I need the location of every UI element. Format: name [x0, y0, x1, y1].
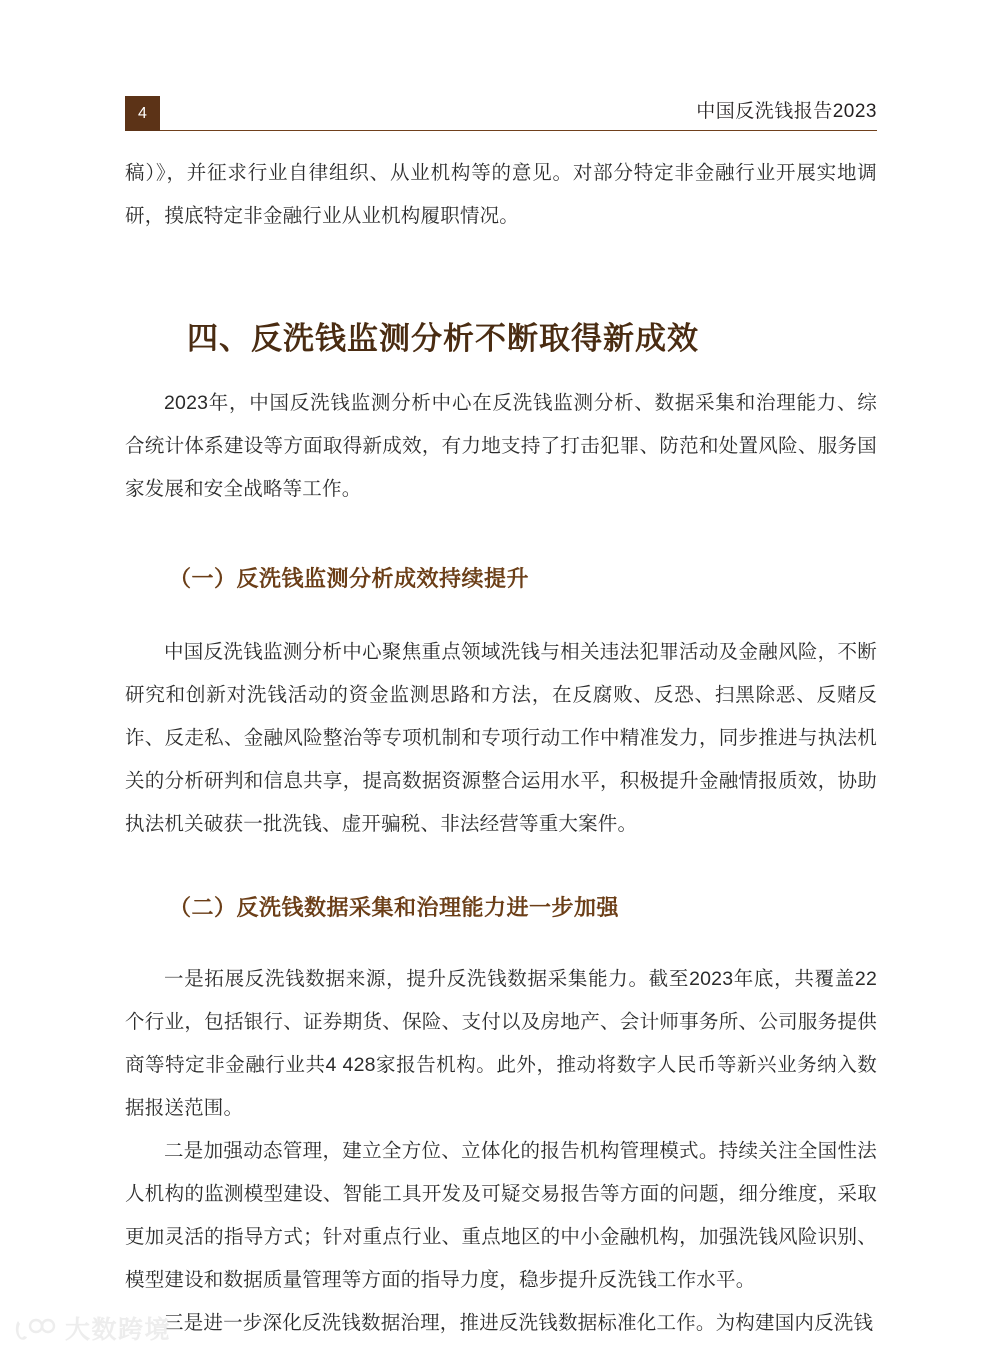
- subsection-title-one: （一）反洗钱监测分析成效持续提升: [169, 566, 530, 591]
- subsection-one-paragraph-1: 中国反洗钱监测分析中心聚焦重点领域洗钱与相关违法犯罪活动及金融风险，不断研究和创新对洗钱活动的资金监测思路和方法，在反腐败、反恐、扫黑除恶、反赌反诈、反走私、金融风险整治等专项机制和专项行动工作中精准发力，同步推进与执法机关的分析研判和信息共享，提高数据资源整合运用水平，积极提升金融情报质效，协助执法机关破获一批洗钱、虚开骗税、非法经营等重大案件。: [125, 641, 877, 835]
- section-title: 四、反洗钱监测分析不断取得新成效: [187, 321, 699, 356]
- continued-paragraph: 稿）》，并征求行业自律组织、从业机构等的意见。对部分特定非金融行业开展实地调研，摸底特定非金融行业从业机构履职情况。: [125, 162, 877, 227]
- dashu-kuajing-logo-icon: [14, 1317, 56, 1343]
- header-title: 中国反洗钱报告2023: [696, 101, 877, 122]
- watermark-text: 大数跨境: [65, 1316, 172, 1344]
- page-content: [125, 152, 877, 1345]
- spacer-after-subsection-two: [125, 928, 877, 958]
- spacer-before-subsection-two: [125, 846, 877, 888]
- spacer-before-subsection-one: [125, 511, 877, 559]
- section-intro-paragraph: 2023年，中国反洗钱监测分析中心在反洗钱监测分析、数据采集和治理能力、综合统计体系建设等方面取得新成效，有力地支持了打击犯罪、防范和处置风险、服务国家发展和安全战略等工作。: [125, 392, 877, 500]
- spacer-before-section-title: [125, 238, 877, 316]
- spacer-after-section-title: [125, 362, 877, 382]
- spacer-after-subsection-one: [125, 599, 877, 631]
- subsection-two-paragraph-3: 三是进一步深化反洗钱数据治理，推进反洗钱数据标准化工作。为构建国内反洗钱: [164, 1312, 874, 1334]
- subsection-two-paragraph-2: 二是加强动态管理，建立全方位、立体化的报告机构管理模式。持续关注全国性法人机构的监测模型建设、智能工具开发及可疑交易报告等方面的问题，细分维度，采取更加灵活的指导方式；针对重点行业、重点地区的中小金融机构，加强洗钱风险识别、模型建设和数据质量管理等方面的指导力度，稳步提升反洗钱工作水平。: [125, 1140, 877, 1291]
- watermark: [14, 1317, 171, 1343]
- page-header: [125, 96, 877, 144]
- subsection-two-paragraph-1: 一是拓展反洗钱数据来源，提升反洗钱数据采集能力。截至2023年底，共覆盖22个行业，包括银行、证券期货、保险、支付以及房地产、会计师事务所、公司服务提供商等特定非金融行业共4 428家报告机构。此外，推动将数字人民币等新兴业务纳入数据报送范围。: [125, 968, 877, 1119]
- page-number-badge: 4: [125, 96, 160, 131]
- header-rule: [160, 130, 877, 131]
- subsection-title-two: （二）反洗钱数据采集和治理能力进一步加强: [169, 895, 620, 920]
